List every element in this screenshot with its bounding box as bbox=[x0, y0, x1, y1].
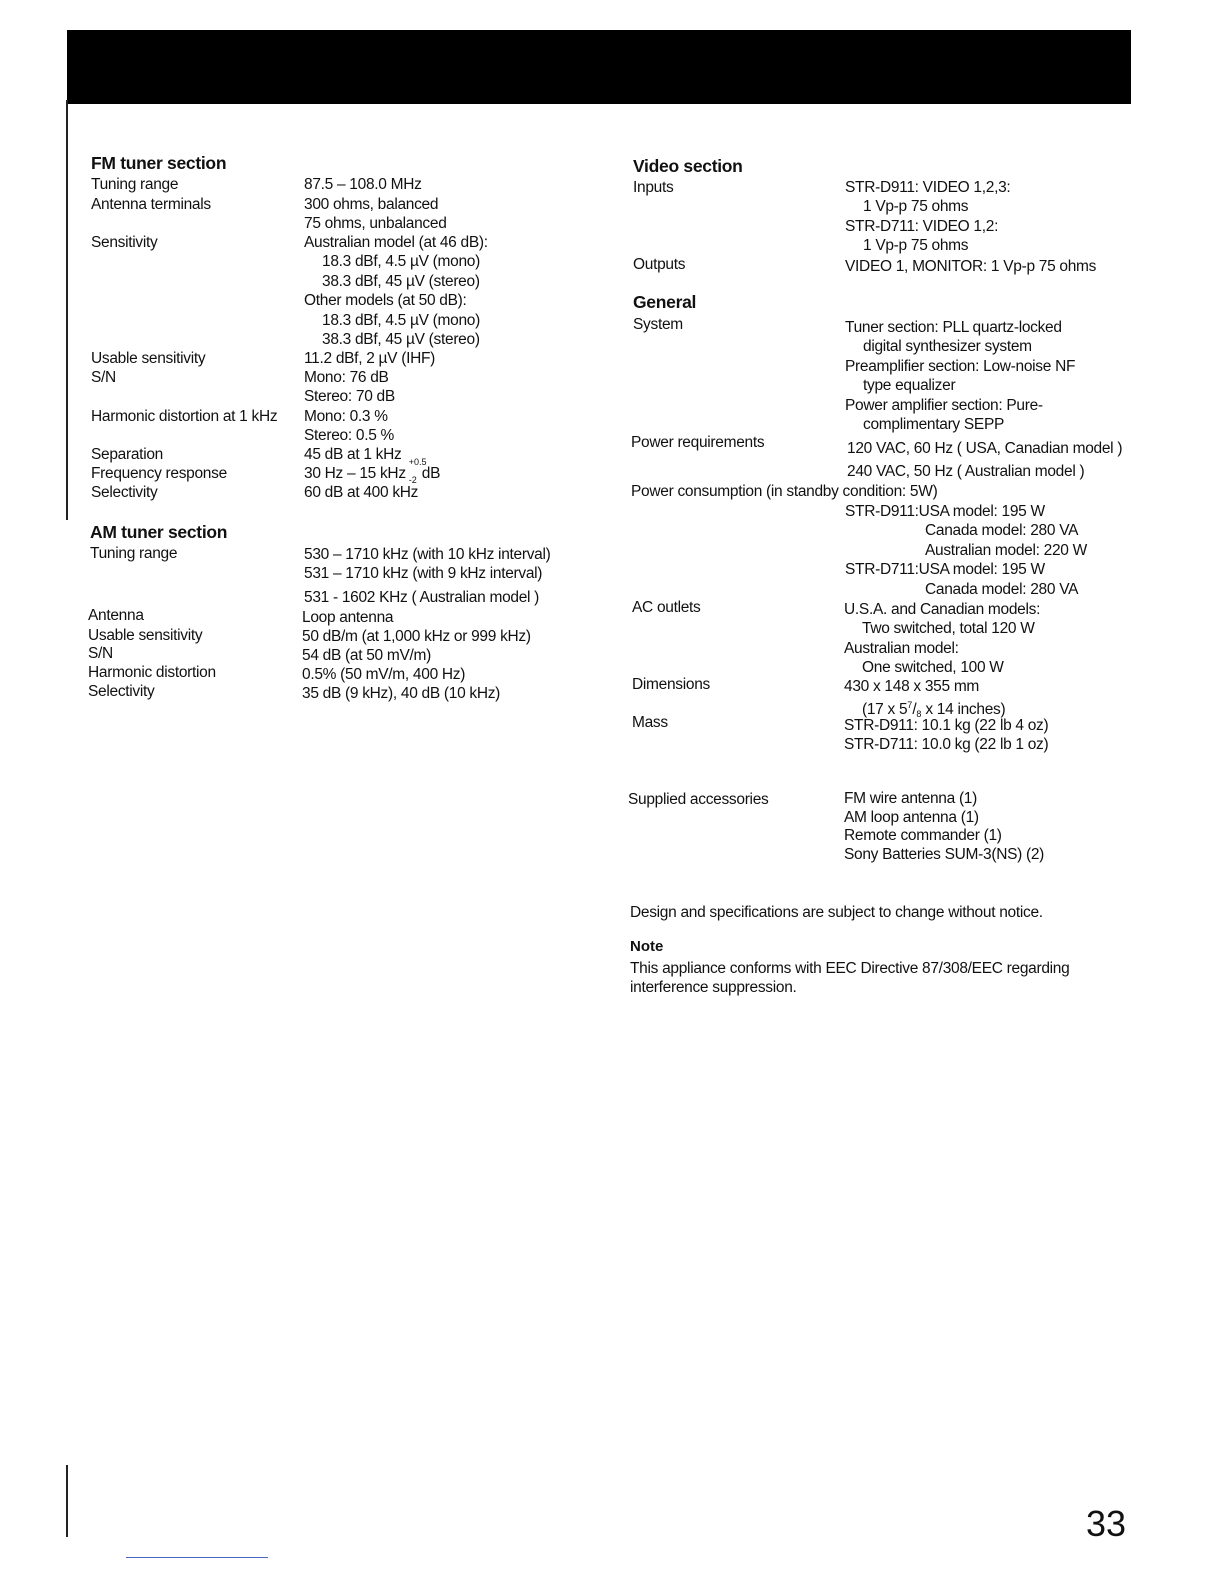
am-section-title: AM tuner section bbox=[90, 522, 228, 542]
spec-value bbox=[844, 790, 1044, 864]
spec-value bbox=[304, 195, 447, 234]
spec-value bbox=[844, 600, 1040, 678]
note-line: This appliance conforms with EEC Directive 87/308/EEC regarding bbox=[630, 960, 1070, 977]
spec-value-line: (17 x $5^7/_8$ x 14 inches) bbox=[862, 700, 1006, 720]
margin-rule bbox=[66, 100, 68, 520]
fraction-denominator: 8 bbox=[916, 709, 922, 720]
spec-label: Harmonic distortion bbox=[88, 664, 216, 681]
spec-value bbox=[845, 502, 1087, 599]
header-bar bbox=[67, 30, 1131, 104]
spec-label: Mass bbox=[632, 714, 668, 731]
spec-label: Antenna terminals bbox=[91, 196, 211, 213]
spec-value bbox=[304, 349, 435, 368]
spec-value-line: Canada model: 280 VA bbox=[925, 580, 1079, 598]
spec-value bbox=[302, 608, 393, 627]
spec-value bbox=[304, 407, 394, 446]
spec-value-line: 11.2 dBf, 2 µV (IHF) bbox=[304, 350, 435, 367]
spec-value-line: 87.5 – 108.0 MHz bbox=[304, 176, 422, 193]
spec-value-line: 38.3 dBf, 45 µV (stereo) bbox=[322, 331, 480, 349]
spec-label: AC outlets bbox=[632, 599, 701, 616]
spec-label: Sensitivity bbox=[91, 234, 158, 251]
spec-value-line: 50 dB/m (at 1,000 kHz or 999 kHz) bbox=[302, 628, 531, 645]
spec-value-line: 300 ohms, balanced bbox=[304, 196, 439, 213]
tolerance-minus: -2 bbox=[408, 475, 417, 485]
spec-value-line: STR-D711: VIDEO 1,2: bbox=[845, 217, 999, 235]
spec-value-line: digital synthesizer system bbox=[863, 338, 1032, 356]
dimension-inches: (17 x 5 bbox=[862, 701, 908, 719]
spec-value-line: 430 x 148 x 355 mm bbox=[844, 678, 980, 695]
spec-label: Dimensions bbox=[632, 676, 710, 693]
spec-label: Separation bbox=[91, 446, 163, 463]
spec-value-line: STR-D911:USA model: 195 W bbox=[845, 503, 1045, 520]
spec-label: Supplied accessories bbox=[628, 791, 769, 808]
spec-value-line: VIDEO 1, MONITOR: 1 Vp-p 75 ohms bbox=[845, 258, 1097, 275]
spec-label: System bbox=[633, 316, 683, 333]
unit: dB bbox=[421, 465, 441, 482]
note-heading: Note bbox=[630, 938, 664, 955]
spec-value bbox=[304, 445, 401, 464]
spec-value-line: 45 dB at 1 kHz bbox=[304, 446, 402, 463]
spec-value bbox=[845, 178, 1010, 256]
spec-value-line: Sony Batteries SUM-3(NS) (2) bbox=[844, 845, 1045, 863]
spec-value-line: U.S.A. and Canadian models: bbox=[844, 601, 1041, 618]
spec-value-line: Remote commander (1) bbox=[844, 827, 1002, 844]
spec-value-line: Other models (at 50 dB): bbox=[304, 292, 467, 310]
margin-rule bbox=[66, 1465, 68, 1537]
spec-label: Tuning range bbox=[90, 545, 178, 562]
general-section-title: General bbox=[633, 292, 697, 312]
spec-value bbox=[302, 665, 465, 684]
spec-label: Harmonic distortion at 1 kHz bbox=[91, 408, 278, 425]
divider bbox=[126, 1557, 268, 1558]
spec-value-line: 54 dB (at 50 mV/m) bbox=[302, 647, 431, 664]
spec-value bbox=[847, 437, 1122, 483]
spec-value bbox=[304, 545, 551, 607]
spec-value-line: 60 dB at 400 kHz bbox=[304, 484, 419, 501]
spec-value-line: complimentary SEPP bbox=[863, 416, 1005, 434]
spec-value-line: type equalizer bbox=[863, 377, 956, 395]
spec-value-line: STR-D911: VIDEO 1,2,3: bbox=[845, 179, 1011, 196]
spec-value-line: 240 VAC, 50 Hz ( Australian model ) bbox=[847, 463, 1085, 480]
spec-label: Antenna bbox=[88, 607, 144, 624]
spec-value-line: Mono: 76 dB bbox=[304, 369, 389, 386]
spec-value bbox=[844, 716, 1048, 755]
spec-value-line: 18.3 dBf, 4.5 µV (mono) bbox=[322, 311, 480, 329]
spec-value-line: 35 dB (9 kHz), 40 dB (10 kHz) bbox=[302, 685, 501, 702]
spec-value-line: Tuner section: PLL quartz-locked bbox=[845, 319, 1062, 336]
spec-value-line: STR-D711:USA model: 195 W bbox=[845, 561, 1045, 579]
spec-label: Power requirements bbox=[631, 434, 765, 451]
fraction-numerator: 7 bbox=[907, 700, 913, 711]
spec-value-line: 531 - 1602 KHz ( Australian model ) bbox=[304, 588, 540, 606]
spec-value bbox=[302, 646, 431, 665]
spec-value-line: 1 Vp-p 75 ohms bbox=[863, 237, 969, 255]
spec-value bbox=[304, 233, 488, 349]
spec-value-line: Power amplifier section: Pure- bbox=[845, 396, 1043, 414]
spec-value-line: Two switched, total 120 W bbox=[862, 620, 1035, 638]
spec-label: Usable sensitivity bbox=[91, 350, 206, 367]
spec-value-line: STR-D911: 10.1 kg (22 lb 4 oz) bbox=[844, 717, 1049, 734]
video-section-title: Video section bbox=[633, 156, 743, 176]
spec-value bbox=[302, 684, 500, 703]
spec-value bbox=[304, 368, 395, 407]
spec-label: S/N bbox=[91, 369, 116, 386]
spec-label: Frequency response bbox=[91, 465, 227, 482]
spec-label: Tuning range bbox=[91, 176, 179, 193]
spec-value-line: Stereo: 70 dB bbox=[304, 388, 395, 406]
spec-value bbox=[845, 257, 1096, 276]
spec-label: Usable sensitivity bbox=[88, 627, 203, 644]
spec-value-line: FM wire antenna (1) bbox=[844, 790, 977, 807]
dimension-inches-rest: x 14 inches) bbox=[921, 701, 1006, 719]
spec-value-line: Australian model: bbox=[844, 639, 959, 657]
tolerance-plus: +0.5 bbox=[408, 457, 427, 467]
spec-value-line: 530 – 1710 kHz (with 10 kHz interval) bbox=[304, 546, 551, 563]
note-text bbox=[630, 959, 1069, 997]
spec-value-line: Canada model: 280 VA bbox=[925, 522, 1079, 540]
spec-value-line: 1 Vp-p 75 ohms bbox=[863, 198, 969, 216]
spec-value-line bbox=[304, 457, 441, 485]
spec-label: Inputs bbox=[633, 179, 674, 196]
spec-value-line: Stereo: 0.5 % bbox=[304, 427, 395, 445]
page-number: 33 bbox=[1086, 1503, 1127, 1544]
spec-value-line: 0.5% (50 mV/m, 400 Hz) bbox=[302, 666, 466, 683]
note-line: interference suppression. bbox=[630, 979, 797, 996]
spec-value-line: Preamplifier section: Low-noise NF bbox=[845, 357, 1076, 375]
spec-label: Selectivity bbox=[91, 484, 158, 501]
tolerance bbox=[406, 457, 427, 485]
spec-value-line: One switched, 100 W bbox=[862, 659, 1004, 677]
spec-value-line: Loop antenna bbox=[302, 609, 394, 626]
frequency-range: 30 Hz – 15 kHz bbox=[304, 465, 406, 482]
spec-value bbox=[304, 457, 441, 485]
spec-value bbox=[304, 175, 422, 194]
spec-value-line: AM loop antenna (1) bbox=[844, 808, 979, 826]
spec-value-line: 531 – 1710 kHz (with 9 kHz interval) bbox=[304, 565, 543, 583]
spec-value-line: 38.3 dBf, 45 µV (stereo) bbox=[322, 272, 480, 290]
spec-label: Selectivity bbox=[88, 683, 155, 700]
spec-value-line: 75 ohms, unbalanced bbox=[304, 215, 447, 233]
spec-value-line: 120 VAC, 60 Hz ( USA, Canadian model ) bbox=[847, 440, 1123, 457]
spec-value bbox=[302, 627, 531, 646]
spec-value-line: STR-D711: 10.0 kg (22 lb 1 oz) bbox=[844, 736, 1049, 754]
spec-value-line: 18.3 dBf, 4.5 µV (mono) bbox=[322, 253, 480, 271]
spec-value bbox=[845, 318, 1075, 434]
disclaimer: Design and specifications are subject to change without notice. bbox=[630, 904, 1043, 921]
spec-value bbox=[304, 483, 418, 502]
spec-value-line: Australian model (at 46 dB): bbox=[304, 234, 488, 251]
spec-label: Power consumption (in standby condition: 5W) bbox=[631, 483, 938, 500]
spec-value-line: Australian model: 220 W bbox=[925, 541, 1087, 559]
spec-label: S/N bbox=[88, 645, 113, 662]
fm-section-title: FM tuner section bbox=[91, 153, 227, 173]
spec-label: Outputs bbox=[633, 256, 686, 273]
spec-value-line: Mono: 0.3 % bbox=[304, 408, 388, 425]
